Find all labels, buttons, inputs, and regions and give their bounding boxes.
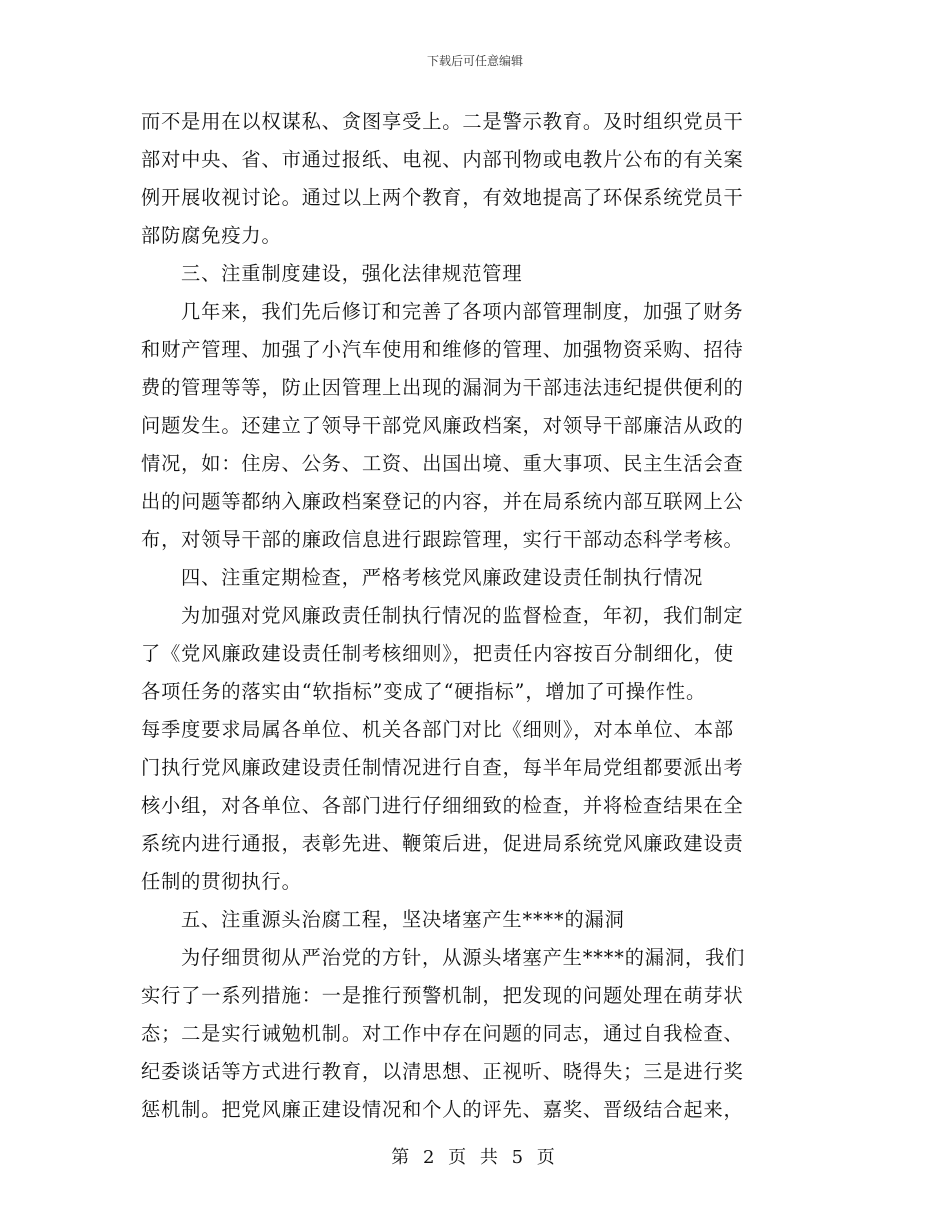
body-line: 问题发生。还建立了领导干部党风廉政档案，对领导干部廉洁从政的 [141,414,744,437]
page-number: 第 2 页 共 5 页 [391,1147,559,1168]
page-header: 下载后可任意编辑 [426,54,523,68]
body-line: 出的问题等都纳入廉政档案登记的内容，并在局系统内部互联网上公 [141,490,744,513]
body-line: 几年来，我们先后修订和完善了各项内部管理制度，加强了财务 [181,300,744,323]
body-line: 惩机制。把党风廉正建设情况和个人的评先、嘉奖、晋级结合起来， [141,1098,744,1121]
body-line: 纪委谈话等方式进行教育，以清思想、正视听、晓得失；三是进行奖 [141,1060,744,1083]
body-line: 部对中央、省、市通过报纸、电视、内部刊物或电教片公布的有关案 [141,148,744,171]
body-line: 为加强对党风廉政责任制执行情况的监督检查，年初，我们制定 [181,604,744,627]
body-line: 为仔细贯彻从严治党的方针，从源头堵塞产生****的漏洞，我们 [181,946,746,969]
body-line: 布，对领导干部的廉政信息进行跟踪管理，实行干部动态科学考核。 [141,528,744,551]
body-line: 而不是用在以权谋私、贪图享受上。二是警示教育。及时组织党员干 [141,110,744,133]
body-line: 例开展收视讨论。通过以上两个教育，有效地提高了环保系统党员干 [141,186,744,209]
document-body [141,103,821,1129]
body-line: 费的管理等等，防止因管理上出现的漏洞为干部违法违纪提供便利的 [141,376,744,399]
body-line: 任制的贯彻执行。 [141,870,302,893]
body-line: 了《党风廉政建设责任制考核细则》，把责任内容按百分制细化，使 [141,642,735,665]
body-line: 实行了一系列措施：一是推行预警机制，把发现的问题处理在萌芽状 [141,984,744,1007]
section-heading-5: 五、注重源头治腐工程，坚决堵塞产生****的漏洞 [181,908,625,931]
body-line: 系统内进行通报，表彰先进、鞭策后进，促进局系统党风廉政建设责 [141,832,744,855]
section-heading-3: 三、注重制度建设，强化法律规范管理 [181,262,523,285]
body-line: 情况，如：住房、公务、工资、出国出境、重大事项、民主生活会查 [141,452,744,475]
body-line: 部防腐免疫力。 [141,224,282,247]
body-line: 每季度要求局属各单位、机关各部门对比《细则》，对本单位、本部 [141,718,735,741]
body-line: 各项任务的落实由“软指标”变成了“硬指标”，增加了可操作性。 [141,680,707,703]
body-line: 核小组，对各单位、各部门进行仔细细致的检查，并将检查结果在全 [141,794,744,817]
section-heading-4: 四、注重定期检查，严格考核党风廉政建设责任制执行情况 [181,566,704,589]
body-line: 态；二是实行诫勉机制。对工作中存在问题的同志，通过自我检查、 [141,1022,744,1045]
body-line: 和财产管理、加强了小汽车使用和维修的管理、加强物资采购、招待 [141,338,744,361]
body-line: 门执行党风廉政建设责任制情况进行自查，每半年局党组都要派出考 [141,756,744,779]
